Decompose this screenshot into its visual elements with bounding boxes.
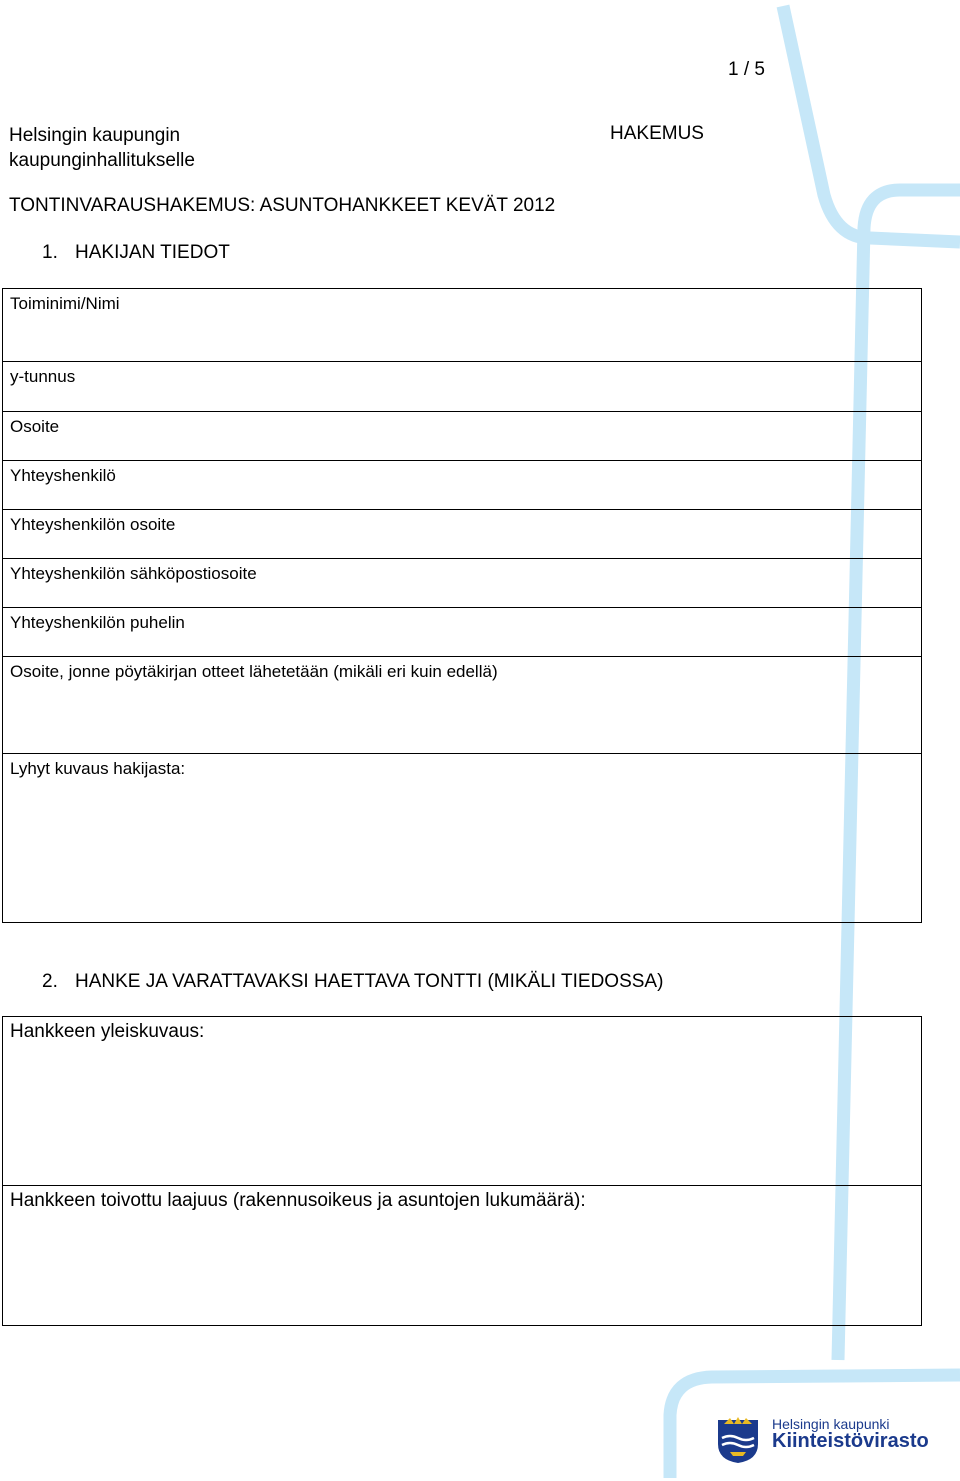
field-label: Hankkeen toivottu laajuus (rakennusoikeus ja asuntojen lukumäärä): (10, 1190, 586, 1211)
logo-city-name: Helsingin kaupunki (772, 1416, 890, 1432)
section-1-title: HAKIJAN TIEDOT (75, 242, 230, 263)
form-field-contact-person[interactable] (3, 461, 921, 510)
form-field-contact-phone[interactable] (3, 608, 921, 657)
field-label: Yhteyshenkilön osoite (10, 515, 176, 534)
section-2-title: HANKE JA VARATTAVAKSI HAETTAVA TONTTI (MIKÄLI TIEDOSSA) (75, 971, 664, 992)
recipient (9, 123, 195, 173)
section-1-heading (42, 242, 230, 264)
form-field-address[interactable] (3, 412, 921, 461)
form-field-project-scope[interactable] (3, 1186, 921, 1325)
section-2-heading (42, 971, 663, 993)
form-field-project-overview[interactable] (3, 1017, 921, 1186)
page-number: 1 / 5 (728, 59, 765, 80)
applicant-info-form (2, 288, 922, 923)
field-label: Toiminimi/Nimi (10, 294, 120, 313)
form-field-contact-address[interactable] (3, 510, 921, 559)
project-info-form (2, 1016, 922, 1326)
field-label: Yhteyshenkilö (10, 466, 116, 485)
helsinki-crest-icon (716, 1414, 760, 1464)
field-label: Hankkeen yleiskuvaus: (10, 1021, 205, 1042)
document-type: HAKEMUS (610, 123, 704, 144)
field-label: y-tunnus (10, 367, 76, 386)
form-field-company-name[interactable] (3, 289, 921, 362)
form-field-business-id[interactable] (3, 362, 921, 412)
form-field-contact-email[interactable] (3, 559, 921, 608)
form-field-applicant-description[interactable] (3, 754, 921, 922)
field-label: Yhteyshenkilön puhelin (10, 613, 185, 632)
field-label: Lyhyt kuvaus hakijasta: (10, 759, 186, 778)
recipient-line-2: kaupunginhallitukselle (9, 150, 195, 171)
field-label: Osoite, jonne pöytäkirjan otteet lähetetään (mikäli eri kuin edellä) (10, 662, 498, 681)
section-2-number: 2. (42, 971, 58, 992)
section-1-number: 1. (42, 242, 58, 263)
document-title: TONTINVARAUSHAKEMUS: ASUNTOHANKKEET KEVÄT 2012 (9, 195, 556, 216)
recipient-line-1: Helsingin kaupungin (9, 125, 181, 146)
helsinki-logo (716, 1414, 946, 1466)
logo-department-name: Kiinteistövirasto (772, 1430, 929, 1452)
field-label: Osoite (10, 417, 60, 436)
form-field-minutes-address[interactable] (3, 657, 921, 754)
field-label: Yhteyshenkilön sähköpostiosoite (10, 564, 257, 583)
